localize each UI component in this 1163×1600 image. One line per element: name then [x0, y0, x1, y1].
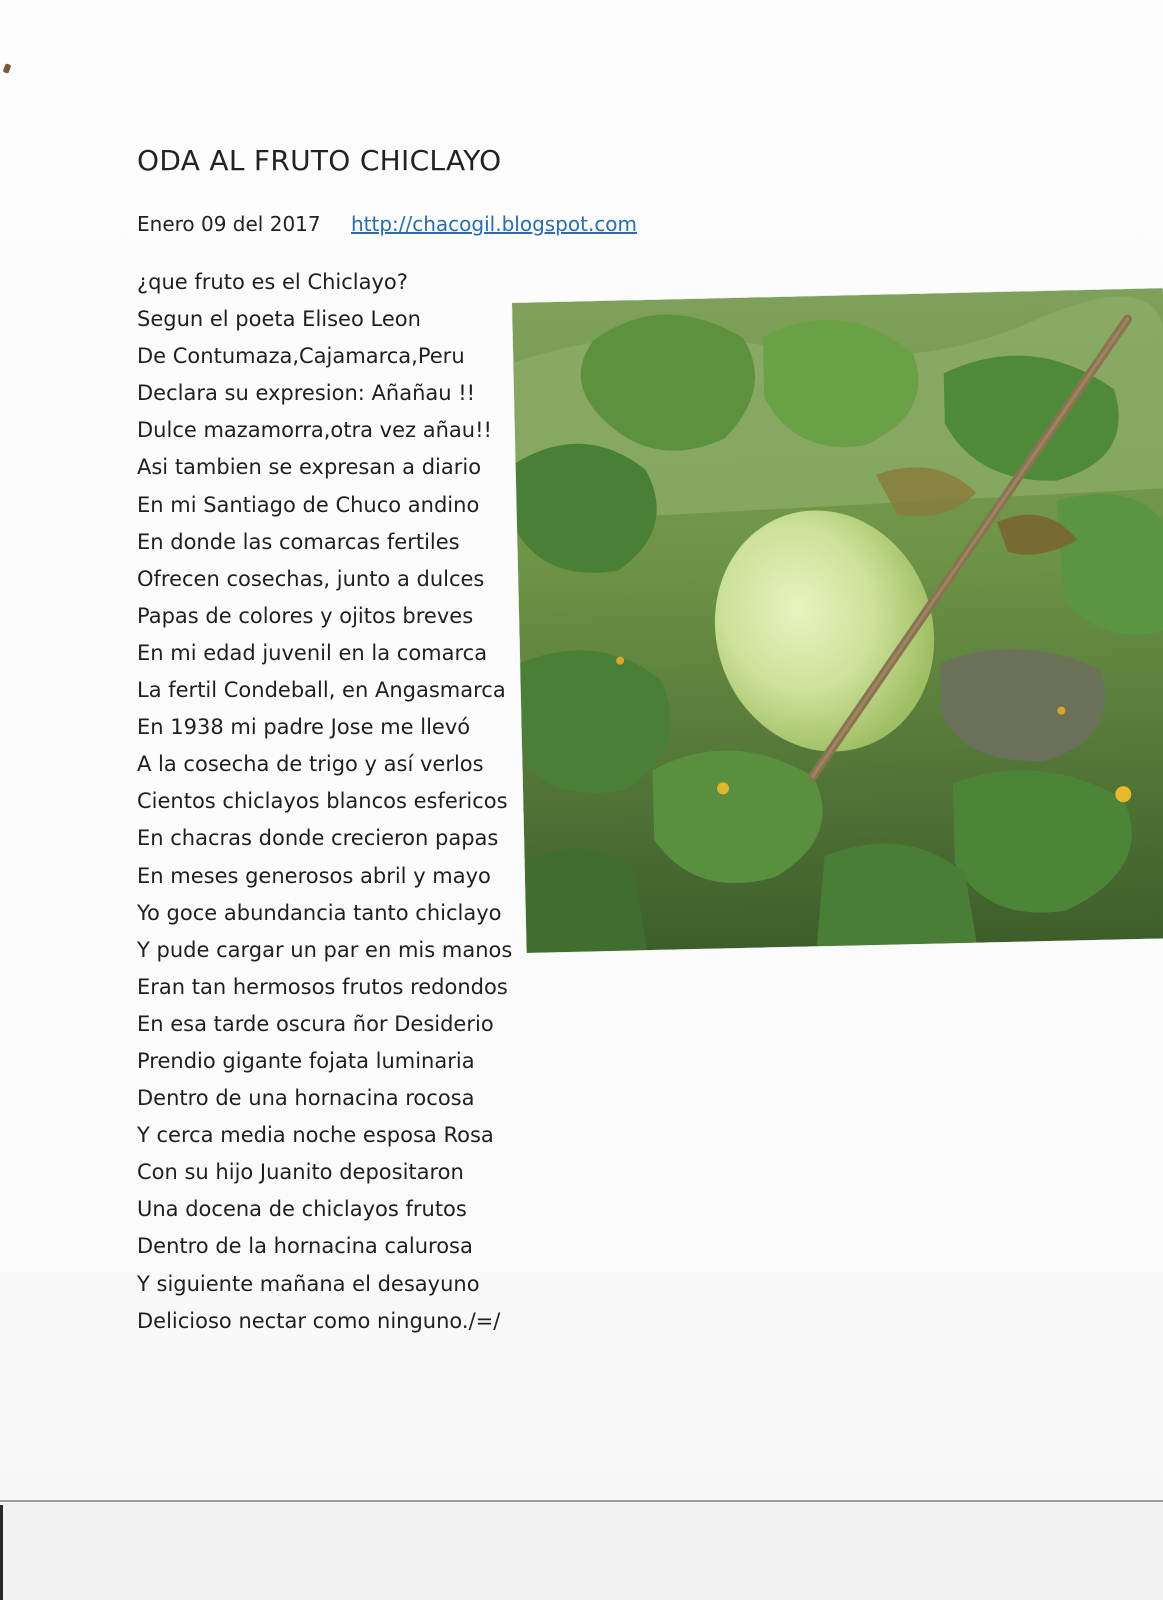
- poem-line: En meses generosos abril y mayo: [137, 863, 491, 888]
- poem-line: Segun el poeta Eliseo Leon: [137, 307, 421, 332]
- date-line: [137, 212, 637, 236]
- poem-line: En mi Santiago de Chuco andino: [137, 492, 480, 517]
- poem-lines: [137, 264, 512, 1340]
- page-left-edge: [0, 1505, 3, 1600]
- poem-line: De Contumaza,Cajamarca,Peru: [137, 344, 465, 369]
- poem-line: Cientos chiclayos blancos esfericos: [137, 789, 508, 814]
- poem-line: Papas de colores y ojitos breves: [137, 603, 474, 628]
- poem-line: En chacras donde crecieron papas: [137, 826, 499, 851]
- date-text: Enero 09 del 2017: [137, 212, 321, 236]
- poem-line: Declara su expresion: Añañau !!: [137, 381, 476, 406]
- poem-line: Delicioso nectar como ninguno./=/: [137, 1308, 501, 1333]
- poem-line: Prendio gigante fojata luminaria: [137, 1048, 475, 1073]
- poem-line: En mi edad juvenil en la comarca: [137, 640, 488, 665]
- poem-line: Eran tan hermosos frutos redondos: [137, 974, 508, 999]
- poem-line: ¿que fruto es el Chiclayo?: [137, 270, 408, 294]
- poem-line: Dentro de una hornacina rocosa: [137, 1086, 475, 1111]
- paper-speck: [3, 63, 12, 74]
- page-title: ODA AL FRUTO CHICLAYO: [137, 144, 502, 177]
- scanner-bed: [0, 1502, 1163, 1600]
- poem-line: Con su hijo Juanito depositaron: [137, 1160, 464, 1185]
- chiclayo-photo: [512, 288, 1163, 953]
- poem-line: Yo goce abundancia tanto chiclayo: [137, 900, 502, 925]
- page-bottom-edge: [0, 1500, 1163, 1502]
- poem-line: En donde las comarcas fertiles: [137, 529, 460, 554]
- poem-line: Asi tambien se expresan a diario: [137, 455, 482, 480]
- poem-line: En 1938 mi padre Jose me llevó: [137, 715, 471, 740]
- poem-line: La fertil Condeball, en Angasmarca: [137, 678, 506, 703]
- poem-line: En esa tarde oscura ñor Desiderio: [137, 1011, 494, 1036]
- blog-link[interactable]: http://chacogil.blogspot.com: [350, 212, 638, 236]
- poem-line: A la cosecha de trigo y así verlos: [137, 752, 484, 777]
- poem-line: Una docena de chiclayos frutos: [137, 1197, 467, 1222]
- poem-line: Y cerca media noche esposa Rosa: [137, 1123, 494, 1148]
- poem-line: Ofrecen cosechas, junto a dulces: [137, 566, 485, 591]
- poem-line: Y siguiente mañana el desayuno: [137, 1271, 480, 1296]
- poem-line: Dentro de la hornacina calurosa: [137, 1234, 473, 1259]
- poem-line: Dulce mazamorra,otra vez añau!!: [137, 418, 492, 443]
- poem-line: Y pude cargar un par en mis manos: [137, 937, 513, 962]
